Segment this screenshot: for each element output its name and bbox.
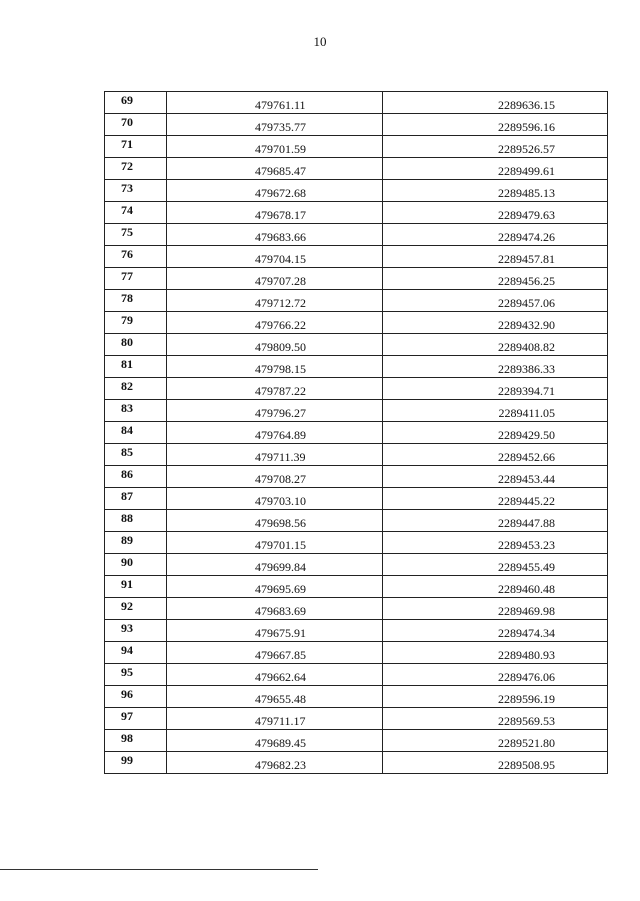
table-row — [105, 136, 608, 158]
x-coordinate-cell: 479699.84 — [167, 554, 383, 576]
y-coordinate-cell: 2289432.90 — [383, 312, 608, 334]
x-coordinate-cell: 479683.69 — [167, 598, 383, 620]
point-number-cell: 73 — [105, 180, 167, 202]
y-coordinate-cell: 2289480.93 — [383, 642, 608, 664]
point-number-cell: 81 — [105, 356, 167, 378]
y-coordinate-cell: 2289469.98 — [383, 598, 608, 620]
x-coordinate-cell: 479678.17 — [167, 202, 383, 224]
y-coordinate-cell: 2289596.16 — [383, 114, 608, 136]
coordinates-table-body — [105, 92, 608, 774]
x-coordinate-cell: 479708.27 — [167, 466, 383, 488]
table-row — [105, 92, 608, 114]
point-number-cell: 96 — [105, 686, 167, 708]
point-number-cell: 94 — [105, 642, 167, 664]
point-number-cell: 76 — [105, 246, 167, 268]
table-row — [105, 664, 608, 686]
table-row — [105, 356, 608, 378]
y-coordinate-cell: 2289408.82 — [383, 334, 608, 356]
x-coordinate-cell: 479689.45 — [167, 730, 383, 752]
table-row — [105, 488, 608, 510]
x-coordinate-cell: 479695.69 — [167, 576, 383, 598]
y-coordinate-cell: 2289474.34 — [383, 620, 608, 642]
x-coordinate-cell: 479712.72 — [167, 290, 383, 312]
table-row — [105, 312, 608, 334]
y-coordinate-cell: 2289455.49 — [383, 554, 608, 576]
x-coordinate-cell: 479683.66 — [167, 224, 383, 246]
point-number-cell: 86 — [105, 466, 167, 488]
table-row — [105, 730, 608, 752]
y-coordinate-cell: 2289452.66 — [383, 444, 608, 466]
x-coordinate-cell: 479796.27 — [167, 400, 383, 422]
x-coordinate-cell: 479675.91 — [167, 620, 383, 642]
point-number-cell: 80 — [105, 334, 167, 356]
coordinates-table — [104, 91, 608, 774]
x-coordinate-cell: 479701.59 — [167, 136, 383, 158]
table-row — [105, 532, 608, 554]
y-coordinate-cell: 2289394.71 — [383, 378, 608, 400]
x-coordinate-cell: 479672.68 — [167, 180, 383, 202]
point-number-cell: 98 — [105, 730, 167, 752]
x-coordinate-cell: 479707.28 — [167, 268, 383, 290]
y-coordinate-cell: 2289636.15 — [383, 92, 608, 114]
table-row — [105, 642, 608, 664]
y-coordinate-cell: 2289456.25 — [383, 268, 608, 290]
point-number-cell: 78 — [105, 290, 167, 312]
y-coordinate-cell: 2289569.53 — [383, 708, 608, 730]
x-coordinate-cell: 479655.48 — [167, 686, 383, 708]
table-row — [105, 554, 608, 576]
y-coordinate-cell: 2289479.63 — [383, 202, 608, 224]
table-row — [105, 246, 608, 268]
point-number-cell: 95 — [105, 664, 167, 686]
y-coordinate-cell: 2289447.88 — [383, 510, 608, 532]
y-coordinate-cell: 2289453.44 — [383, 466, 608, 488]
point-number-cell: 97 — [105, 708, 167, 730]
x-coordinate-cell: 479764.89 — [167, 422, 383, 444]
y-coordinate-cell: 2289521.80 — [383, 730, 608, 752]
x-coordinate-cell: 479667.85 — [167, 642, 383, 664]
table-row — [105, 268, 608, 290]
x-coordinate-cell: 479704.15 — [167, 246, 383, 268]
point-number-cell: 91 — [105, 576, 167, 598]
y-coordinate-cell: 2289429.50 — [383, 422, 608, 444]
table-row — [105, 400, 608, 422]
point-number-cell: 84 — [105, 422, 167, 444]
table-row — [105, 378, 608, 400]
point-number-cell: 82 — [105, 378, 167, 400]
x-coordinate-cell: 479761.11 — [167, 92, 383, 114]
point-number-cell: 79 — [105, 312, 167, 334]
x-coordinate-cell: 479766.22 — [167, 312, 383, 334]
y-coordinate-cell: 2289474.26 — [383, 224, 608, 246]
x-coordinate-cell: 479662.64 — [167, 664, 383, 686]
table-row — [105, 290, 608, 312]
page-number: 10 — [313, 34, 327, 49]
x-coordinate-cell: 479698.56 — [167, 510, 383, 532]
point-number-cell: 89 — [105, 532, 167, 554]
table-row — [105, 686, 608, 708]
table-row — [105, 576, 608, 598]
x-coordinate-cell: 479703.10 — [167, 488, 383, 510]
point-number-cell: 71 — [105, 136, 167, 158]
x-coordinate-cell: 479682.23 — [167, 752, 383, 774]
point-number-cell: 77 — [105, 268, 167, 290]
y-coordinate-cell: 2289476.06 — [383, 664, 608, 686]
table-row — [105, 224, 608, 246]
point-number-cell: 74 — [105, 202, 167, 224]
y-coordinate-cell: 2289508.95 — [383, 752, 608, 774]
y-coordinate-cell: 2289460.48 — [383, 576, 608, 598]
point-number-cell: 75 — [105, 224, 167, 246]
table-row — [105, 158, 608, 180]
table-row — [105, 444, 608, 466]
y-coordinate-cell: 2289457.06 — [383, 290, 608, 312]
x-coordinate-cell: 479787.22 — [167, 378, 383, 400]
table-row — [105, 422, 608, 444]
table-row — [105, 466, 608, 488]
x-coordinate-cell: 479735.77 — [167, 114, 383, 136]
point-number-cell: 83 — [105, 400, 167, 422]
point-number-cell: 90 — [105, 554, 167, 576]
y-coordinate-cell: 2289596.19 — [383, 686, 608, 708]
table-row — [105, 620, 608, 642]
table-row — [105, 752, 608, 774]
y-coordinate-cell: 2289453.23 — [383, 532, 608, 554]
point-number-cell: 87 — [105, 488, 167, 510]
table-row — [105, 202, 608, 224]
table-row — [105, 708, 608, 730]
table-row — [105, 180, 608, 202]
y-coordinate-cell: 2289485.13 — [383, 180, 608, 202]
y-coordinate-cell: 2289386.33 — [383, 356, 608, 378]
table-row — [105, 114, 608, 136]
point-number-cell: 88 — [105, 510, 167, 532]
x-coordinate-cell: 479798.15 — [167, 356, 383, 378]
point-number-cell: 69 — [105, 92, 167, 114]
point-number-cell: 85 — [105, 444, 167, 466]
y-coordinate-cell: 2289411.05 — [383, 400, 608, 422]
x-coordinate-cell: 479809.50 — [167, 334, 383, 356]
x-coordinate-cell: 479711.17 — [167, 708, 383, 730]
point-number-cell: 99 — [105, 752, 167, 774]
x-coordinate-cell: 479711.39 — [167, 444, 383, 466]
y-coordinate-cell: 2289526.57 — [383, 136, 608, 158]
y-coordinate-cell: 2289457.81 — [383, 246, 608, 268]
point-number-cell: 70 — [105, 114, 167, 136]
table-row — [105, 510, 608, 532]
y-coordinate-cell: 2289499.61 — [383, 158, 608, 180]
point-number-cell: 92 — [105, 598, 167, 620]
point-number-cell: 72 — [105, 158, 167, 180]
footnote-separator — [0, 869, 318, 870]
x-coordinate-cell: 479685.47 — [167, 158, 383, 180]
table-row — [105, 598, 608, 620]
x-coordinate-cell: 479701.15 — [167, 532, 383, 554]
y-coordinate-cell: 2289445.22 — [383, 488, 608, 510]
point-number-cell: 93 — [105, 620, 167, 642]
table-row — [105, 334, 608, 356]
